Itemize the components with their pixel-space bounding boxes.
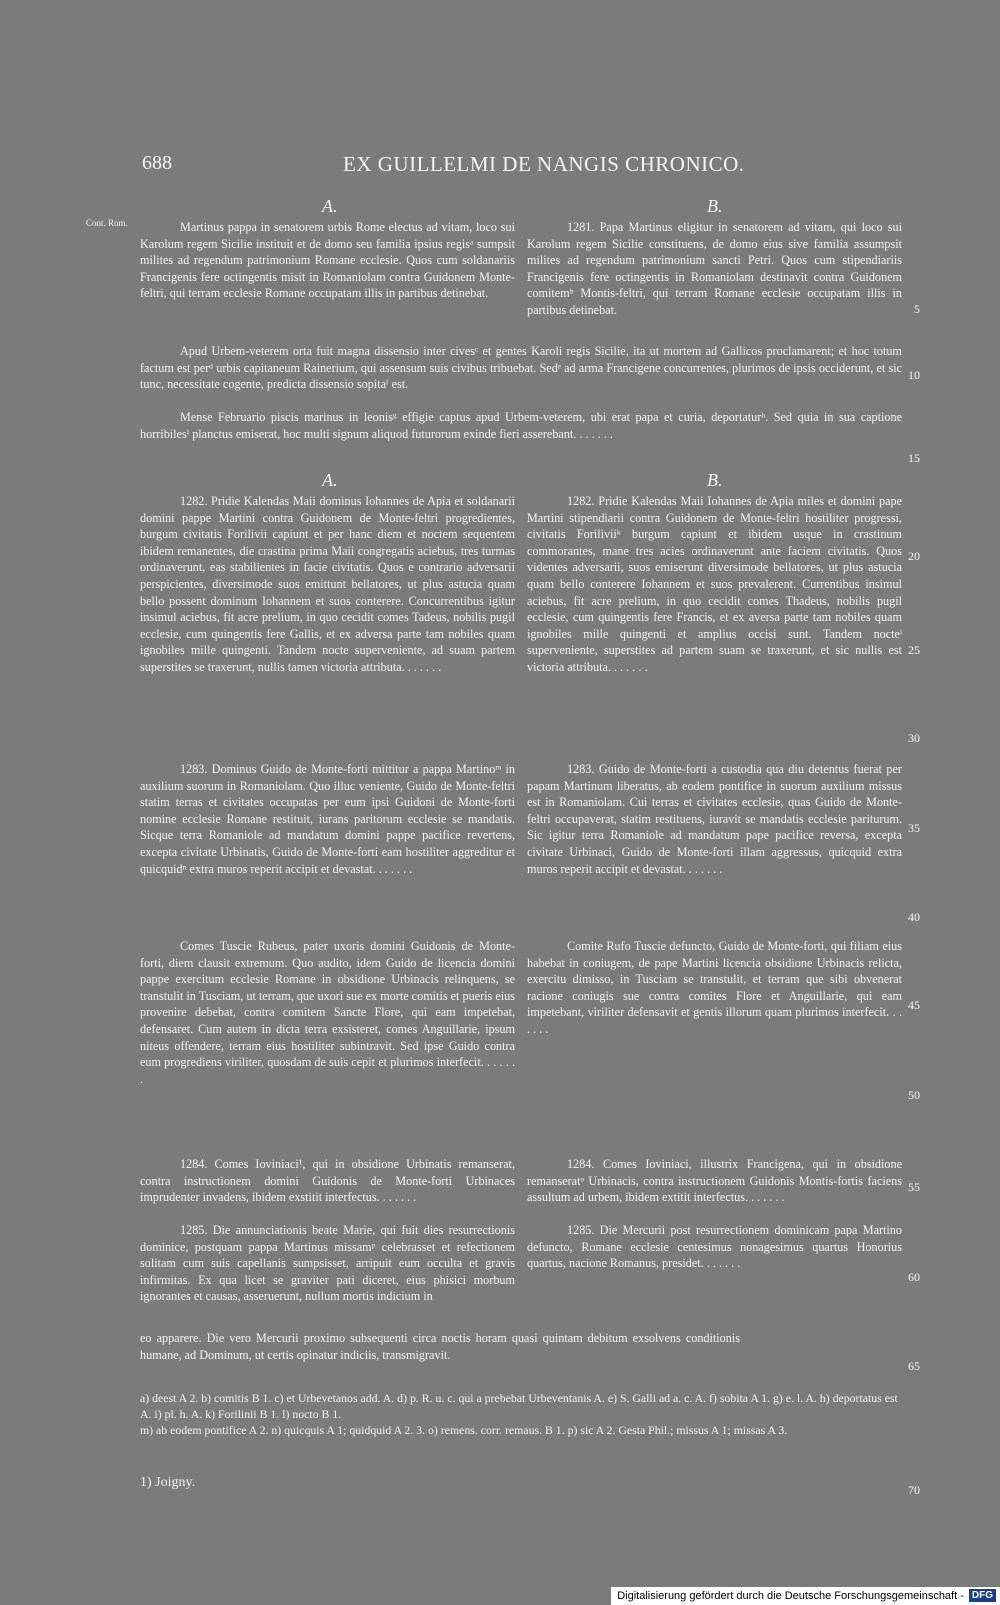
line-number: 40	[908, 910, 920, 924]
section-1281-a: Martinus pappa in senatorem urbis Rome electus ad vitam, loco sui Karolum regem Sicilie instituit et de domo seu familia ipsius regisᵃ sumpsit milites ad regendum patrimonium Romane ecclesie. Quos cum soldanariis Francigenis fere octingentis misit in Romaniolam contra Guidonem Monte-feltri, qui terram ecclesie Romane occupatam illis in partibus detinebat.	[140, 220, 515, 301]
line-number: 20	[908, 549, 920, 563]
section-1282-b: 1282. Pridie Kalendas Maii Iohannes de Apia miles et domini pape Martini stipendiarii contra Guidonem de Monte-feltri hostiliter progressi, civitatis Foriliviiᵏ burgum capiunt et ibidem usque in crastinum commorantes, mane tres acies ordinaverunt ante faciem civitatis. Quos videntes adversarii, suos emiserunt diversimode bellatores, ut plus astucia quam bello conterere Iohannem et suos prevalerent. Currentibus insimul aciebus, fit acre prelium, in quo cecidit comes Thadeus, nobilis pugil ecclesie, cum quingentis fere Francis, et ex aversa parte tam nobiles quam ignobiles mille quingenti et amplius occisi sunt. Tandem nocteˡ superveniente, superstites ad partem suam se traxerunt, et sic nullis est victoria attributa. . . . . . .	[527, 494, 902, 674]
footnote-line: m) ab eodem pontifice A 2. n) quicquis A 1; quidquid A 2. 3. o) remens. corr. remaus. B 1. p) sic A 2. Gesta Phil.; missus A 1; missas A 3.	[140, 1423, 788, 1437]
line-number: 55	[908, 1180, 920, 1194]
line-number: 25	[908, 643, 920, 657]
full-paragraph-piscis: Mense Februario piscis marinus in leonisᵍ effigie captus apud Urbem-veterem, ubi erat papa et curia, deportaturʰ. Sed quia in sua captione horribilesⁱ planctus emiserat, hoc multi signum aliquod futurorum exinde fieri asserebant. . . . . . .	[140, 410, 902, 441]
section-1285-b: 1285. Die Mercurii post resurrectionem dominicam papa Martino defuncto, Romane ecclesie centesimus nonagesimus quartus Honorius quartus, nacione Romanus, presidet. . . . . . .	[527, 1223, 902, 1271]
line-number: 35	[908, 821, 920, 835]
column-heading-a: A.	[322, 196, 338, 216]
footer-text: Digitalisierung gefördert durch die Deutsche Forschungsgemeinschaft -	[617, 1589, 964, 1602]
page-number: 688	[142, 152, 172, 174]
digitization-footer	[611, 1587, 1000, 1605]
full-paragraph-dissensio: Apud Urbem-veterem orta fuit magna dissensio inter civesᶜ et gentes Karoli regis Sicilie, ita ut mortem ad Gallicos proclamarent; et hoc totum factum est perᵈ urbis capitaneum Rainerium, qui assensum suis civibus tribuebat. Sedᵉ ad arma Francigene concurrentes, plurimos de ipsis occiderunt, et sic tunc, necessitate cogente, predicta dissensio sopitaᶠ est.	[140, 344, 902, 392]
column-heading-a-2: A.	[322, 470, 338, 490]
dfg-logo: DFG	[969, 1589, 996, 1602]
line-number: 50	[908, 1088, 920, 1102]
running-title: EX GUILLELMI DE NANGIS CHRONICO.	[343, 152, 745, 176]
column-heading-b-2: B.	[707, 470, 723, 490]
full-paragraph-transmigravit: eo apparere. Die vero Mercurii proximo subsequenti circa noctis horam quasi quintam debitum exsolvens conditionis humane, ad Dominum, ut certis opinatur indiciis, transmigravit.	[140, 1331, 740, 1362]
author-note: 1) Joigny.	[140, 1475, 196, 1490]
line-number: 70	[908, 1483, 920, 1497]
line-number: 15	[908, 451, 920, 465]
section-comes-a: Comes Tuscie Rubeus, pater uxoris domini Guidonis de Monte-forti, diem clausit extremum. Quo audito, idem Guido de licencia domini pappe exercitum ecclesie Romane in obsidione Urbinacis relinquens, se transtulit in Tusciam, ut terram, que uxori sue ex morte comitis et pueris eius provenire debebat, contra comitem Sancte Flore, qui eam impetebat, defensaret. Cum autem in dicta terra exsisteret, comes Anguillarie, ipsum niteus offendere, terram eius hostiliter subintravit. Sed ipse Guido contra eum progrediens viriliter, quosdam de suis cepit et plurimos interfecit. . . . . . .	[140, 939, 515, 1086]
section-1283-a: 1283. Dominus Guido de Monte-forti mittitur a pappa Martinoᵐ in auxilium suorum in Romaniolam. Quo illuc veniente, Guido de Monte-feltri statim terras et civitates occupatas per eum ipsi Guidoni de Monte-forti nomine ecclesie Romane restituit, iurans paritorum ecclesie se mandatis. Sicque terra Romaniole ad mandatum domini pappe pacifice revertens, excepta civitate Urbinatis, Guido de Monte-forti eam hostiliter aggreditur et quicquidⁿ extra muros reperit accipit et devastat. . . . . . .	[140, 762, 515, 876]
column-heading-b: B.	[707, 196, 723, 216]
section-1284-a: 1284. Comes Ioviniaci¹, qui in obsidione Urbinatis remanserat, contra instructionem domini Guidonis de Monte-forti Urbinaces imprudenter invadens, ibidem exstitit interfectus. . . . . . .	[140, 1157, 515, 1205]
line-number: 10	[908, 368, 920, 382]
section-comes-b: Comite Rufo Tuscie defuncto, Guido de Monte-forti, qui filiam eius habebat in coniugem, de pape Martini licencia obsidione Urbinacis relicta, exercitu dimisso, in Tusciam se transtulit, et terram que sibi obvenerat racione coniugis sue contra comites Flore et Anguillarie, qui eam impetebant, viriliter defensavit et gentis illorum quam plurimos interfecit. . . . . . .	[527, 939, 902, 1036]
line-number: 65	[908, 1359, 920, 1373]
line-number: 60	[908, 1270, 920, 1284]
section-1283-b: 1283. Guido de Monte-forti a custodia qua diu detentus fuerat per papam Martinum liberatus, ab eodem pontifice in suorum auxilium missus est in Romaniolam. Cui terras et civitates ecclesie, quas Guido de Monte-feltri occupaverat, statim restituens, iuravit se mandatis ecclesie pariturum. Sic igitur terra Romaniole ad mandatum pape pacifice reversa, excepta civitate Urbinaci, Guido de Monte-forti illam aggressus, quicquid extra muros reperit accipit et devastat. . . . . . .	[527, 762, 902, 876]
line-number: 30	[908, 731, 920, 745]
footnotes	[140, 1390, 902, 1438]
footnote-line: a) deest A 2. b) comitis B 1. c) et Urbevetanos add. A. d) p. R. u. c. qui a prebebat Urbeventanis A. e) S. Galli ad a. c. A. f) sobita A 1. g) e. l. A. h) deportatus est A. i) pl. h. A. k) Forilinii B 1. l) nocto B 1.	[140, 1391, 898, 1421]
section-1282-a: 1282. Pridie Kalendas Maii dominus Iohannes de Apia et soldanarii domini pappe Martini contra Guidonem de Monte-feltri progredientes, burgum civitatis Forilivii capiunt et per hanc diem et noctem sequentem ibidem remanentes, die crastina prima Maii congregatis aciebus, tres turmas ordinaverunt, eas stabilientes in facie civitatis. Quos e contrario adversarii perspicientes, diversimode suos emittunt bellatores, ut plus astucia quam bello possent dominum Iohannem et suos conterere. Concurrentibus igitur insimul aciebus, fit acre prelium, in quo cecidit comes Tadeus, nobilis pugil ecclesie, cum quingentis fere Gallis, et ex adversa parte tam nobiles quam ignobiles mille quingenti. Tandem nocte superveniente, ad suam partem superstites se traxerunt, nullis tamen victoria attributa. . . . . . .	[140, 494, 515, 674]
line-number: 45	[908, 998, 920, 1012]
margin-note: Cont. Rom.	[86, 218, 128, 228]
section-1285-a: 1285. Die annunciationis beate Marie, qui fuit dies resurrectionis dominice, postquam pappa Martinus missamᵖ celebrasset et refectionem solitam cum suis capellanis sumpsisset, arripuit eum occulta et gravis infirmitas. Ex qua licet se graviter pati diceret, eius phisici morbum ignorantes et causas, asseruerunt, nullum mortis indicium in	[140, 1223, 515, 1304]
section-1281-b: 1281. Papa Martinus eligitur in senatorem ad vitam, qui loco sui Karolum regem Sicilie constituens, de domo eius sive familia assumpsit milites ad regendum patrimonium sancti Petri. Quos cum stipendiariis Francigenis fere octingentis in Romaniolam destinavit contra Guidonem comitemᵇ Montis-feltri, qui terram Romane ecclesie occupatam illis in partibus detinebat.	[527, 220, 902, 317]
line-number: 5	[914, 302, 920, 316]
section-1284-b: 1284. Comes Ioviniaci, illustrix Francigena, qui in obsidione remanseratᵒ Urbinacis, contra instructionem Guidonis Montis-fortis faciens assultum ad urbem, ibidem extitit interfectus. . . . . . .	[527, 1157, 902, 1205]
